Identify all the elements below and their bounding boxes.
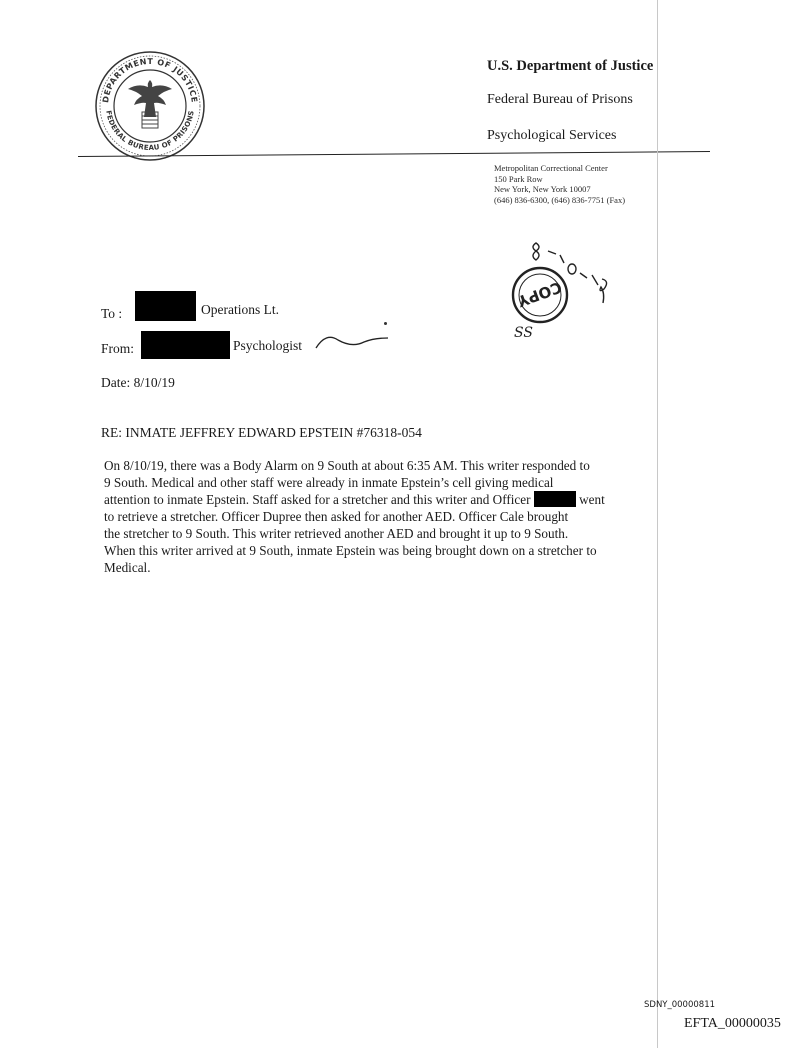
body-line [104, 491, 679, 508]
address-line: Metropolitan Correctional Center [494, 163, 608, 173]
memo-subject: RE: INMATE JEFFREY EDWARD EPSTEIN #76318-054 [101, 425, 422, 440]
address-line: (646) 836-6300, (646) 836-7751 (Fax) [494, 194, 626, 205]
redaction-box [534, 491, 576, 507]
department-name: U.S. Department of Justice [487, 58, 654, 74]
stray-mark [384, 322, 387, 325]
doj-bop-seal [94, 50, 206, 162]
svg-text:DEPARTMENT OF JUSTICE: DEPARTMENT OF JUSTICE [101, 56, 199, 104]
from-sender: Psychologist [233, 338, 303, 353]
svg-text:FEDERAL BUREAU OF PRISONS: FEDERAL BUREAU OF PRISONS [104, 109, 196, 153]
body-line: to retrieve a stretcher. Officer Dupree then asked for another AED. Officer Cale brought [104, 509, 569, 524]
svg-text:SS: SS [514, 325, 533, 341]
date-value: 8/10/19 [133, 375, 175, 390]
body-text: went [579, 492, 605, 507]
to-recipient: Operations Lt. [201, 302, 279, 317]
from-label: From: [101, 341, 135, 356]
copy-stamp [500, 235, 630, 345]
facility-address [494, 163, 625, 205]
division-name: Psychological Services [487, 128, 617, 143]
bureau-name: Federal Bureau of Prisons [487, 92, 633, 107]
signature-mark [314, 330, 390, 352]
address-line: 150 Park Row [494, 173, 543, 184]
memo-date [101, 375, 175, 391]
svg-text:COPY: COPY [515, 277, 565, 311]
body-line: When this writer arrived at 9 South, inmate Epstein was being brought down on a stretcher to [104, 543, 597, 558]
date-label: Date: [101, 375, 131, 390]
body-line: Medical. [104, 560, 151, 575]
body-line: the stretcher to 9 South. This writer retrieved another AED and brought it up to 9 South. [104, 526, 569, 541]
address-line: New York, New York 10007 [494, 184, 591, 194]
body-text: attention to inmate Epstein. Staff asked for a stretcher and this writer and Officer [104, 492, 531, 507]
body-line: 9 South. Medical and other staff were already in inmate Epstein’s cell giving medical [104, 475, 554, 490]
to-label: To : [101, 306, 123, 321]
bates-number: SDNY_00000811 [644, 1000, 716, 1010]
efta-number: EFTA_00000035 [684, 1016, 781, 1031]
memo-body [104, 457, 679, 576]
redaction-box [141, 331, 230, 359]
body-line: On 8/10/19, there was a Body Alarm on 9 South at about 6:35 AM. This writer responded to [104, 458, 590, 473]
redaction-box [135, 291, 196, 321]
